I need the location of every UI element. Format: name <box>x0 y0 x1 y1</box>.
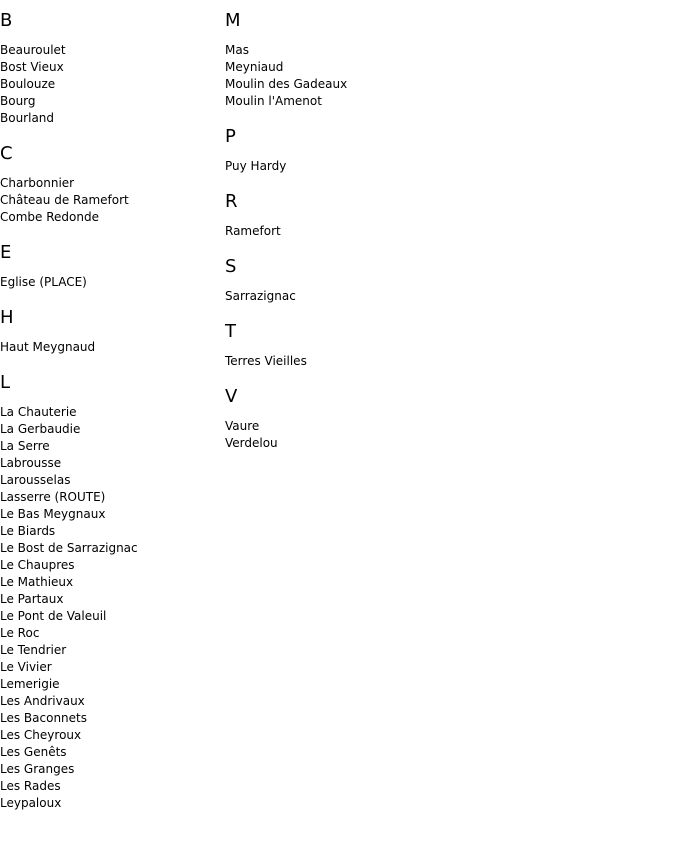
letter-heading: M <box>225 10 241 31</box>
letter-group <box>0 143 220 226</box>
street-list-item <box>0 175 220 192</box>
street-list-item <box>0 274 220 291</box>
letter-heading: H <box>0 307 14 328</box>
street-link[interactable]: Combe Redonde <box>0 210 99 224</box>
street-list-item <box>225 76 525 93</box>
street-list-item <box>0 676 220 693</box>
street-link[interactable]: La Gerbaudie <box>0 422 81 436</box>
street-list-item <box>0 209 220 226</box>
street-link[interactable]: Leypaloux <box>0 796 62 810</box>
street-list-item <box>0 339 220 356</box>
street-link[interactable]: Moulin l'Amenot <box>225 94 322 108</box>
street-index-column-right <box>225 10 525 468</box>
street-list-item <box>0 625 220 642</box>
letter-group <box>225 321 525 370</box>
letter-group <box>225 386 525 452</box>
street-link[interactable]: Sarrazignac <box>225 289 296 303</box>
letter-heading: E <box>0 242 12 263</box>
street-link[interactable]: Les Genêts <box>0 745 67 759</box>
street-link[interactable]: Les Andrivaux <box>0 694 85 708</box>
street-link[interactable]: Haut Meygnaud <box>0 340 96 354</box>
street-link[interactable]: Ramefort <box>225 224 281 238</box>
letter-group <box>225 10 525 110</box>
street-index-column-left <box>0 10 220 828</box>
street-link[interactable]: Larousselas <box>0 473 71 487</box>
street-link[interactable]: Terres Vieilles <box>225 354 307 368</box>
street-link[interactable]: Les Cheyroux <box>0 728 82 742</box>
letter-group <box>0 307 220 356</box>
street-list-item <box>225 42 525 59</box>
letter-group <box>0 10 220 127</box>
street-link[interactable]: Le Biards <box>0 524 56 538</box>
street-list-item <box>0 710 220 727</box>
letter-heading: C <box>0 143 13 164</box>
street-list <box>225 158 525 175</box>
street-list <box>225 288 525 305</box>
street-link[interactable]: Boulouze <box>0 77 56 91</box>
street-list-item <box>225 435 525 452</box>
street-list <box>0 339 220 356</box>
street-list <box>0 42 220 127</box>
letter-heading: T <box>225 321 236 342</box>
street-list-item <box>0 540 220 557</box>
street-link[interactable]: Le Roc <box>0 626 40 640</box>
street-list-item <box>225 353 525 370</box>
letter-group <box>225 191 525 240</box>
street-link[interactable]: Verdelou <box>225 436 278 450</box>
street-list-item <box>225 223 525 240</box>
street-list-item <box>0 110 220 127</box>
letter-group <box>0 242 220 291</box>
street-list-item <box>0 778 220 795</box>
street-link[interactable]: Bourland <box>0 111 55 125</box>
street-list-item <box>0 761 220 778</box>
street-link[interactable]: La Serre <box>0 439 50 453</box>
letter-heading: L <box>0 372 11 393</box>
street-list-item <box>225 93 525 110</box>
street-link[interactable]: Le Pont de Valeuil <box>0 609 107 623</box>
street-list-item <box>0 557 220 574</box>
street-list-item <box>0 693 220 710</box>
street-list-item <box>0 421 220 438</box>
street-link[interactable]: La Chauterie <box>0 405 77 419</box>
street-list-item <box>225 59 525 76</box>
street-list-item <box>225 288 525 305</box>
letter-heading: S <box>225 256 237 277</box>
street-link[interactable]: Labrousse <box>0 456 62 470</box>
street-list-item <box>0 404 220 421</box>
street-link[interactable]: Les Baconnets <box>0 711 87 725</box>
street-list <box>225 42 525 110</box>
street-list <box>225 223 525 240</box>
street-list-item <box>0 642 220 659</box>
street-link[interactable]: Charbonnier <box>0 176 75 190</box>
street-list-item <box>0 591 220 608</box>
street-list-item <box>0 574 220 591</box>
letter-heading: P <box>225 126 236 147</box>
letter-group <box>0 372 220 812</box>
street-link[interactable]: Eglise (PLACE) <box>0 275 87 289</box>
street-list-item <box>0 608 220 625</box>
street-link[interactable]: Vaure <box>225 419 260 433</box>
street-link[interactable]: Le Bost de Sarrazignac <box>0 541 138 555</box>
street-list-item <box>0 727 220 744</box>
street-list-item <box>0 42 220 59</box>
street-link[interactable]: Puy Hardy <box>225 159 287 173</box>
street-list-item <box>0 506 220 523</box>
street-link[interactable]: Bourg <box>0 94 36 108</box>
street-link[interactable]: Mas <box>225 43 249 57</box>
letter-heading: R <box>225 191 238 212</box>
street-list-item <box>0 744 220 761</box>
street-link[interactable]: Lasserre (ROUTE) <box>0 490 106 504</box>
street-list <box>225 418 525 452</box>
street-link[interactable]: Beauroulet <box>0 43 66 57</box>
street-list-item <box>0 659 220 676</box>
street-list-item <box>0 76 220 93</box>
letter-heading: B <box>0 10 13 31</box>
street-list <box>0 274 220 291</box>
street-link[interactable]: Le Partaux <box>0 592 64 606</box>
street-link[interactable]: Moulin des Gadeaux <box>225 77 348 91</box>
street-list-item <box>0 59 220 76</box>
street-link[interactable]: Château de Ramefort <box>0 193 129 207</box>
street-list-item <box>225 158 525 175</box>
street-list-item <box>0 489 220 506</box>
street-list-item <box>0 438 220 455</box>
street-link[interactable]: Les Rades <box>0 779 61 793</box>
street-link[interactable]: Le Tendrier <box>0 643 67 657</box>
street-list-item <box>0 523 220 540</box>
street-link[interactable]: Le Mathieux <box>0 575 74 589</box>
street-list <box>0 404 220 812</box>
street-link[interactable]: Les Granges <box>0 762 75 776</box>
street-link[interactable]: Le Bas Meygnaux <box>0 507 106 521</box>
street-list-item <box>225 418 525 435</box>
street-list-item <box>0 472 220 489</box>
street-link[interactable]: Meyniaud <box>225 60 284 74</box>
street-list-item <box>0 795 220 812</box>
street-link[interactable]: Le Chaupres <box>0 558 75 572</box>
street-list-item <box>0 455 220 472</box>
letter-heading: V <box>225 386 238 407</box>
letter-group <box>225 256 525 305</box>
street-list-item <box>0 192 220 209</box>
letter-group <box>225 126 525 175</box>
street-link[interactable]: Le Vivier <box>0 660 52 674</box>
street-link[interactable]: Bost Vieux <box>0 60 64 74</box>
street-list <box>0 175 220 226</box>
street-link[interactable]: Lemerigie <box>0 677 60 691</box>
street-list <box>225 353 525 370</box>
street-list-item <box>0 93 220 110</box>
